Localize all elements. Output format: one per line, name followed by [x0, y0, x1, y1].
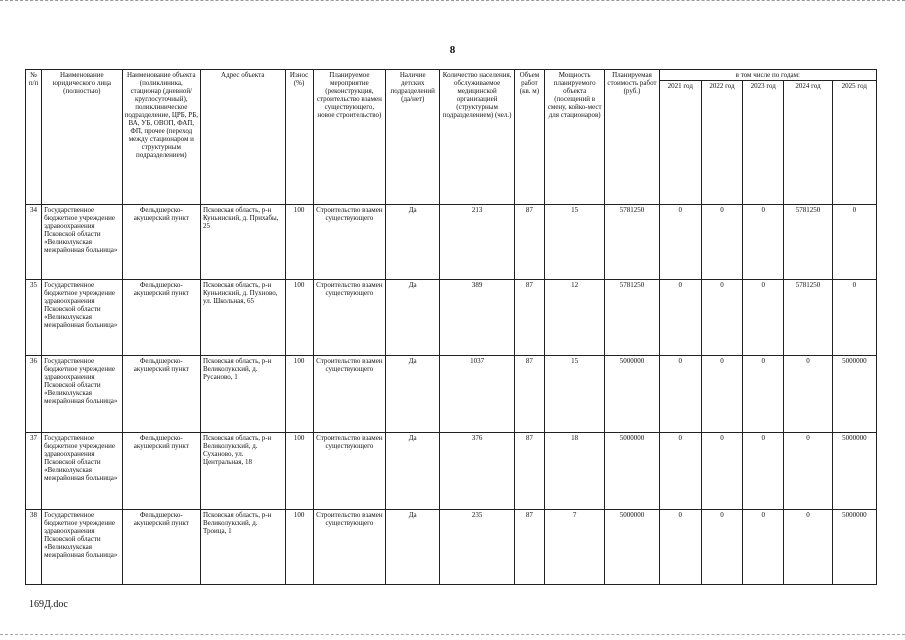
row-activity: Строительство взамен существующего	[313, 205, 385, 280]
page-number: 8	[449, 44, 456, 56]
row-2024: 0	[784, 433, 832, 510]
header-year-2024: 2024 год	[784, 81, 832, 205]
footer-filename: 169Д.doc	[29, 599, 68, 610]
row-num: 34	[26, 205, 42, 280]
row-legal-name: Государственное бюджетное учреждение здравоохранения Псковской области «Великолукская межрайонная больница»	[42, 433, 122, 510]
row-object-name: Фельдшерско-акушерский пункт	[122, 356, 200, 433]
header-address: Адрес объекта	[201, 70, 285, 205]
scan-edge-top	[0, 0, 905, 3]
row-2025: 5000000	[832, 356, 876, 433]
row-activity: Строительство взамен существующего	[313, 280, 385, 356]
row-volume: 87	[514, 510, 544, 585]
row-num: 38	[26, 510, 42, 585]
row-address: Псковская область, р-н Великолукский, д. Троица, 1	[201, 510, 285, 585]
row-num: 35	[26, 280, 42, 356]
row-capacity: 12	[544, 280, 604, 356]
header-num: № п/п	[26, 70, 42, 205]
row-address: Псковская область, р-н Куньинский, д. Пухново, ул. Школьная, 65	[201, 280, 285, 356]
row-2021: 0	[659, 433, 701, 510]
header-year-2021: 2021 год	[659, 81, 701, 205]
table-row	[26, 356, 877, 433]
row-legal-name: Государственное бюджетное учреждение здравоохранения Псковской области «Великолукская межрайонная больница»	[42, 510, 122, 585]
row-address: Псковская область, р-н Великолукский, д. Русаново, 1	[201, 356, 285, 433]
row-cost: 5000000	[605, 433, 659, 510]
row-legal-name: Государственное бюджетное учреждение здравоохранения Псковской области «Великолукская межрайонная больница»	[42, 356, 122, 433]
header-year-2022: 2022 год	[701, 81, 742, 205]
row-wear: 100	[285, 433, 313, 510]
header-population: Количество населения, обслуживаемое медицинской организацией (структурным подразделением) (чел.)	[440, 70, 514, 205]
header-children: Наличие детских подразделений (да/нет)	[386, 70, 440, 205]
row-2021: 0	[659, 356, 701, 433]
row-children: Да	[386, 280, 440, 356]
row-2021: 0	[659, 205, 701, 280]
row-2023: 0	[743, 280, 784, 356]
row-2022: 0	[701, 510, 742, 585]
header-volume: Объем работ (кв. м)	[514, 70, 544, 205]
header-by-years: в том числе по годам:	[659, 70, 876, 81]
row-capacity: 15	[544, 356, 604, 433]
row-address: Псковская область, р-н Великолукский, д. Суханово, ул. Центральная, 18	[201, 433, 285, 510]
row-capacity: 18	[544, 433, 604, 510]
row-2021: 0	[659, 280, 701, 356]
row-object-name: Фельдшерско-акушерский пункт	[122, 280, 200, 356]
row-volume: 87	[514, 205, 544, 280]
row-wear: 100	[285, 280, 313, 356]
row-2025: 0	[832, 205, 876, 280]
row-2025: 0	[832, 280, 876, 356]
row-2024: 5781250	[784, 205, 832, 280]
row-activity: Строительство взамен существующего	[313, 356, 385, 433]
row-2024: 5781250	[784, 280, 832, 356]
row-volume: 87	[514, 356, 544, 433]
row-2023: 0	[743, 510, 784, 585]
row-object-name: Фельдшерско-акушерский пункт	[122, 510, 200, 585]
header-year-2023: 2023 год	[743, 81, 784, 205]
row-2024: 0	[784, 356, 832, 433]
row-cost: 5781250	[605, 280, 659, 356]
table-row	[26, 433, 877, 510]
row-object-name: Фельдшерско-акушерский пункт	[122, 433, 200, 510]
row-volume: 87	[514, 433, 544, 510]
header-wear: Износ (%)	[285, 70, 313, 205]
scan-edge-bottom	[0, 634, 905, 636]
row-address: Псковская область, р-н Куньинский, д. Прихабы, 25	[201, 205, 285, 280]
row-cost: 5000000	[605, 356, 659, 433]
row-2023: 0	[743, 205, 784, 280]
row-object-name: Фельдшерско-акушерский пункт	[122, 205, 200, 280]
row-cost: 5781250	[605, 205, 659, 280]
header-object-name: Наименование объекта (поликлиника, стационар (дневной/ круглосуточный), поликлиническое подразделение, ЦРБ, РБ, ВА, УБ, ОВОП, ФАП, ФП, прочее (переход между стационаром и структурным подразделением)	[122, 70, 200, 205]
row-children: Да	[386, 205, 440, 280]
row-legal-name: Государственное бюджетное учреждение здравоохранения Псковской области «Великолукская межрайонная больница»	[42, 280, 122, 356]
row-population: 235	[440, 510, 514, 585]
row-2025: 5000000	[832, 433, 876, 510]
row-population: 376	[440, 433, 514, 510]
row-num: 37	[26, 433, 42, 510]
row-activity: Строительство взамен существующего	[313, 510, 385, 585]
row-wear: 100	[285, 205, 313, 280]
row-2023: 0	[743, 433, 784, 510]
header-year-2025: 2025 год	[832, 81, 876, 205]
row-volume: 87	[514, 280, 544, 356]
row-capacity: 7	[544, 510, 604, 585]
header-cost: Планируемая стоимость работ (руб.)	[605, 70, 659, 205]
row-2025: 5000000	[832, 510, 876, 585]
row-population: 1037	[440, 356, 514, 433]
row-num: 36	[26, 356, 42, 433]
row-children: Да	[386, 510, 440, 585]
row-capacity: 15	[544, 205, 604, 280]
row-children: Да	[386, 433, 440, 510]
row-2022: 0	[701, 280, 742, 356]
row-2022: 0	[701, 356, 742, 433]
row-population: 389	[440, 280, 514, 356]
table-row	[26, 510, 877, 585]
row-cost: 5000000	[605, 510, 659, 585]
header-legal-name: Наименование юридического лица (полностью)	[42, 70, 122, 205]
row-activity: Строительство взамен существующего	[313, 433, 385, 510]
row-wear: 100	[285, 510, 313, 585]
investment-table	[25, 69, 877, 585]
row-legal-name: Государственное бюджетное учреждение здравоохранения Псковской области «Великолукская межрайонная больница»	[42, 205, 122, 280]
row-children: Да	[386, 356, 440, 433]
header-activity: Планируемое мероприятие (реконструкция, строительство взамен существующего, новое строительство)	[313, 70, 385, 205]
table-row	[26, 280, 877, 356]
row-wear: 100	[285, 356, 313, 433]
table-row	[26, 205, 877, 280]
header-capacity: Мощность планируемого объекта (посещений в смену, койко-мест для стационаров)	[544, 70, 604, 205]
row-population: 213	[440, 205, 514, 280]
row-2022: 0	[701, 205, 742, 280]
row-2022: 0	[701, 433, 742, 510]
row-2021: 0	[659, 510, 701, 585]
row-2024: 0	[784, 510, 832, 585]
row-2023: 0	[743, 356, 784, 433]
